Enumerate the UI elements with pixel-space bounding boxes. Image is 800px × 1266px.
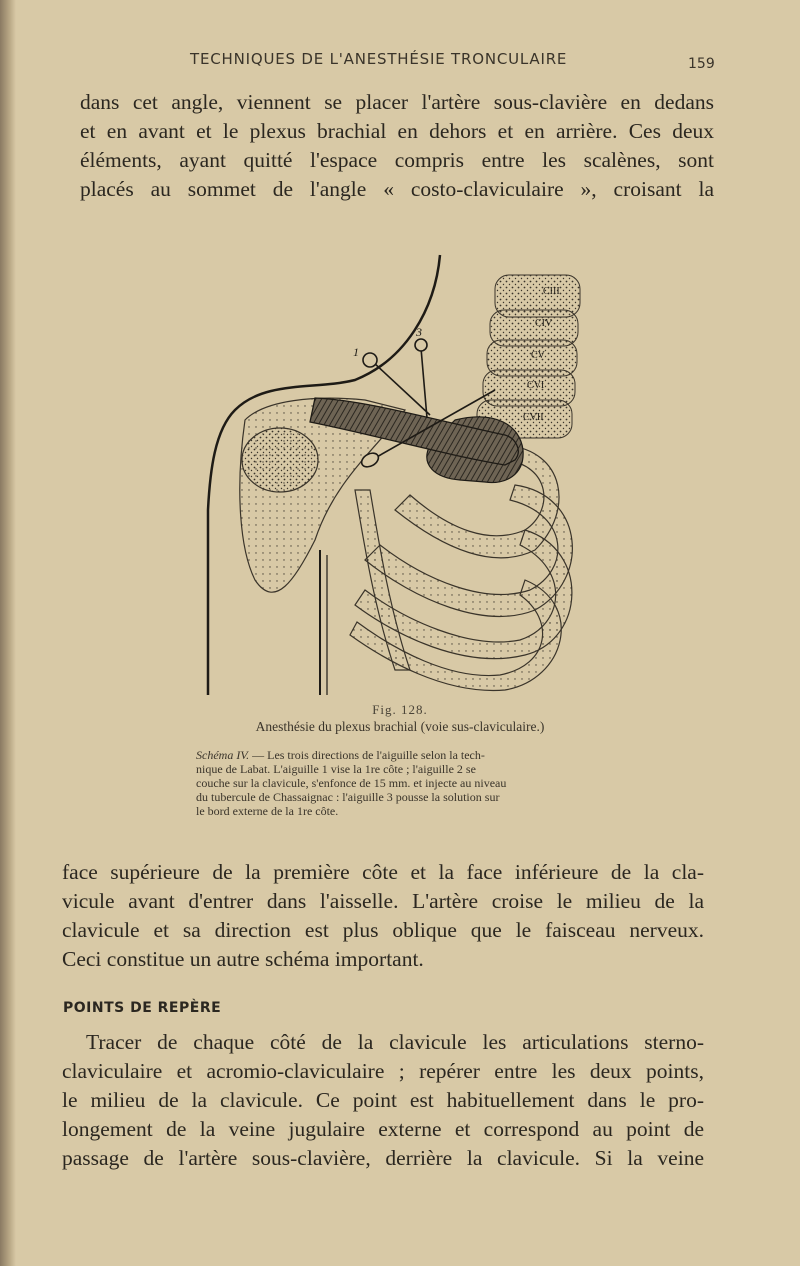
svg-text:CVII: CVII — [523, 412, 544, 423]
svg-text:CIV: CIV — [535, 318, 553, 329]
figure-label: Fig. 128. — [372, 702, 428, 717]
section-heading: POINTS DE REPÈRE — [63, 1000, 222, 1016]
cervical-spine — [477, 275, 580, 438]
text-line: claviculaire et acromio-claviculaire ; repérer entre les deux points, — [62, 1059, 704, 1083]
caption-rest: — Les trois directions de l'aiguille selon la tech- — [249, 748, 485, 762]
svg-text:CV: CV — [531, 350, 545, 361]
text-line: longement de la veine jugulaire externe et correspond au point de — [62, 1117, 704, 1141]
text-line: le milieu de la clavicule. Ce point est habituellement dans le pro- — [62, 1088, 704, 1112]
text-line: face supérieure de la première côte et la face inférieure de la cla- — [62, 860, 704, 884]
text-line: passage de l'artère sous-clavière, derrière la clavicule. Si la veine — [62, 1146, 704, 1170]
ribs — [350, 445, 572, 690]
text-line: éléments, ayant quitté l'espace compris entre les scalènes, sont — [80, 148, 714, 172]
figure-title: Anesthésie du plexus brachial (voie sus-claviculaire.) — [255, 719, 545, 734]
text-line: et en avant et le plexus brachial en dehors et en arrière. Ces deux — [80, 119, 714, 143]
caption-line: du tubercule de Chassaignac : l'aiguille 3 pousse la solution sur — [196, 790, 500, 804]
running-header: TECHNIQUES DE L'ANESTHÉSIE TRONCULAIRE — [190, 50, 568, 68]
caption-line: nique de Labat. L'aiguille 1 vise la 1re côte ; l'aiguille 2 se — [196, 762, 476, 776]
figure-caption — [196, 748, 598, 818]
paragraph-3 — [62, 1028, 704, 1173]
caption-lead: Schéma IV. — [196, 748, 250, 762]
figure-illustration — [205, 250, 595, 700]
svg-text:CIII: CIII — [543, 286, 560, 297]
needle-label-3: 3 — [416, 325, 422, 339]
caption-line-1 — [196, 748, 598, 762]
page-binding-shadow — [0, 0, 16, 1266]
text-line: Ceci constitue un autre schéma important. — [62, 947, 424, 971]
caption-line: couche sur la clavicule, s'enfonce de 15 mm. et injecte au niveau — [196, 776, 507, 790]
text-line: dans cet angle, viennent se placer l'artère sous-clavière en dedans — [80, 90, 714, 114]
text-line: clavicule et sa direction est plus oblique que le faisceau nerveux. — [62, 918, 704, 942]
page-number: 159 — [688, 56, 715, 72]
needle-label-1: 1 — [353, 345, 359, 359]
humeral-head — [242, 428, 318, 492]
caption-line: le bord externe de la 1re côte. — [196, 804, 339, 818]
paragraph-1 — [80, 88, 714, 204]
text-line: vicule avant d'entrer dans l'aisselle. L'artère croise le milieu de la — [62, 889, 704, 913]
svg-text:CVI: CVI — [527, 380, 545, 391]
text-line: Tracer de chaque côté de la clavicule les articulations sterno- — [86, 1030, 704, 1054]
text-line: placés au sommet de l'angle « costo-claviculaire », croisant la — [80, 177, 714, 201]
paragraph-2 — [62, 858, 704, 974]
